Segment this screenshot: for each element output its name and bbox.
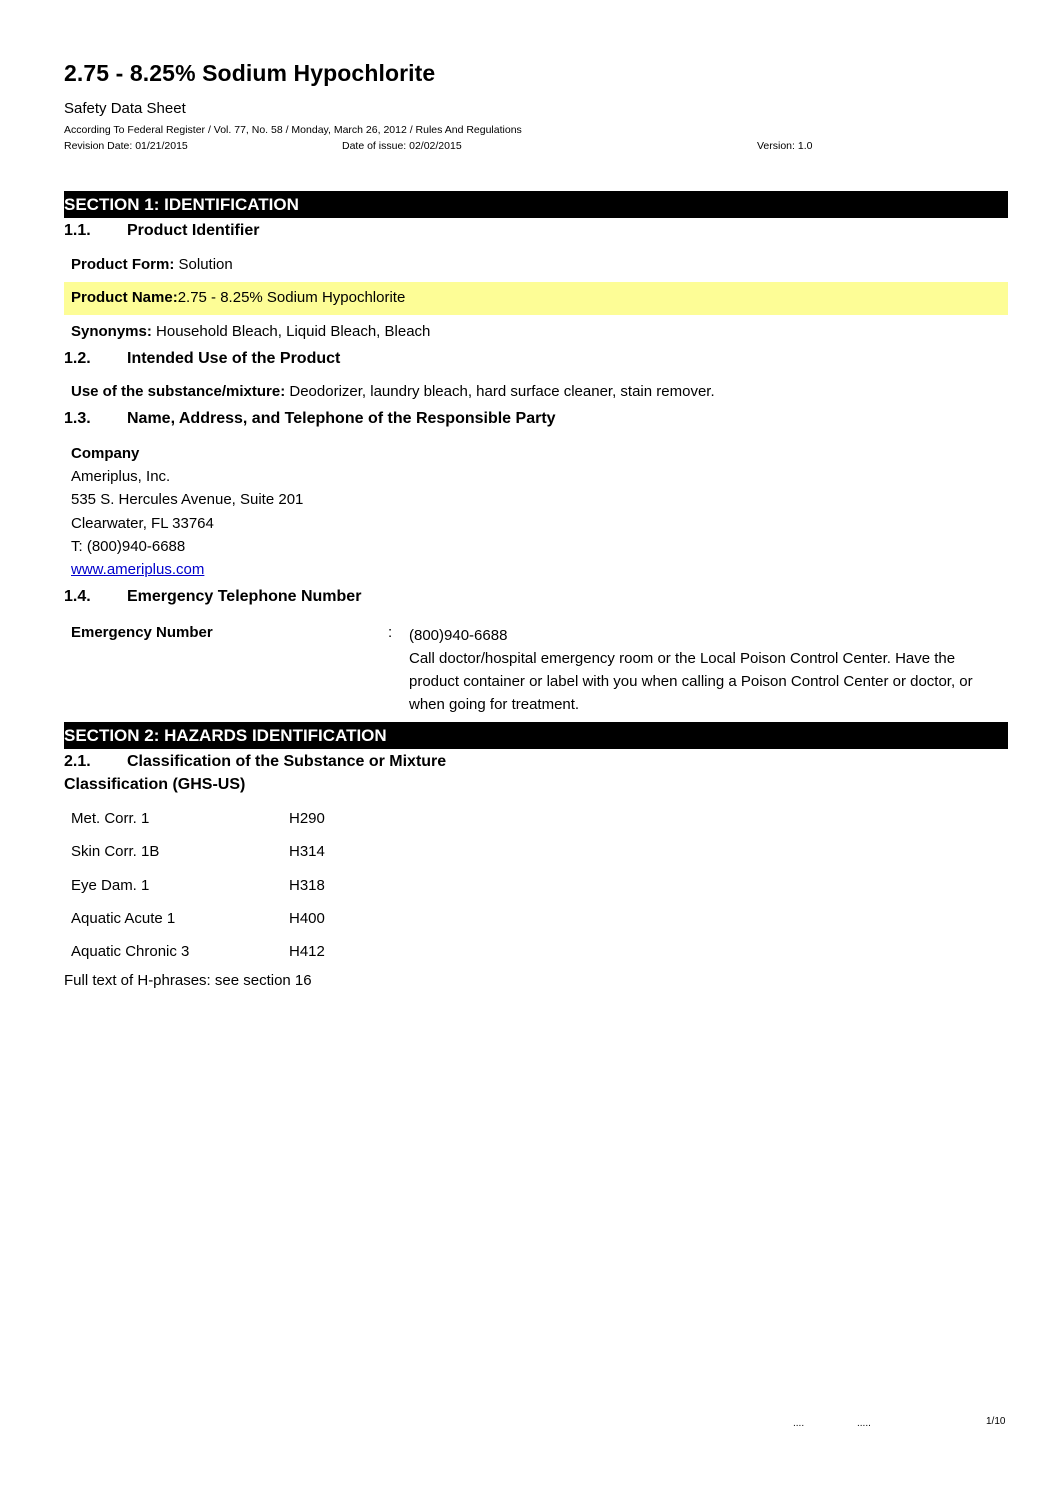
subsection-number: 1.2. (64, 350, 91, 367)
subsection-number: 2.1. (64, 753, 91, 770)
section-1-heading: SECTION 1: IDENTIFICATION (64, 191, 1008, 218)
subsection-title: Emergency Telephone Number (127, 588, 362, 605)
subsection-1-4 (64, 588, 361, 606)
document-title: 2.75 - 8.25% Sodium Hypochlorite (64, 60, 436, 86)
use-of-substance (71, 383, 715, 400)
emergency-details (409, 624, 999, 716)
regulation-reference: According To Federal Register / Vol. 77, No. 58 / Monday, March 26, 2012 / Rules And Regulations (64, 124, 522, 136)
subsection-title: Intended Use of the Product (127, 350, 341, 367)
subsection-number: 1.4. (64, 588, 91, 605)
footer-dots-1: .... (793, 1418, 805, 1429)
full-text-note: Full text of H-phrases: see section 16 (64, 972, 312, 989)
subsection-2-1 (64, 753, 446, 771)
revision-date: Revision Date: 01/21/2015 (64, 140, 188, 152)
use-label: Use of the substance/mixture: (71, 383, 286, 400)
subsection-1-1 (64, 222, 259, 240)
subsection-1-3 (64, 410, 556, 428)
hazard-code: H400 (289, 910, 325, 927)
classification-name: Met. Corr. 1 (71, 810, 150, 827)
use-value: Deodorizer, laundry bleach, hard surface cleaner, stain remover. (285, 383, 715, 400)
product-name-value: 2.75 - 8.25% Sodium Hypochlorite (177, 289, 406, 306)
product-name-label: Product Name: (71, 289, 178, 306)
hazard-code: H412 (289, 943, 325, 960)
subsection-number: 1.3. (64, 410, 91, 427)
company-address-line1: 535 S. Hercules Avenue, Suite 201 (71, 491, 304, 508)
emergency-number-label: Emergency Number (71, 624, 213, 641)
subsection-number: 1.1. (64, 222, 91, 239)
section-2-heading: SECTION 2: HAZARDS IDENTIFICATION (64, 722, 1008, 749)
classification-ghs-title: Classification (GHS-US) (64, 776, 246, 793)
company-phone: T: (800)940-6688 (71, 538, 186, 555)
subsection-title: Classification of the Substance or Mixture (127, 753, 447, 770)
emergency-instructions: Call doctor/hospital emergency room or the Local Poison Control Center. Have the product container or label with you when calling a Poison Control Center or doctor, or when going for treatment. (409, 650, 973, 713)
version: Version: 1.0 (757, 140, 813, 152)
company-name: Ameriplus, Inc. (71, 468, 171, 485)
company-label: Company (71, 445, 140, 462)
subsection-title: Product Identifier (127, 222, 260, 239)
subsection-1-2 (64, 350, 340, 368)
company-website-link[interactable]: www.ameriplus.com (71, 561, 205, 578)
classification-name: Aquatic Chronic 3 (71, 943, 190, 960)
emergency-colon: : (388, 624, 393, 641)
synonyms-label: Synonyms: (71, 323, 152, 340)
product-form-value: Solution (174, 256, 233, 273)
classification-name: Aquatic Acute 1 (71, 910, 176, 927)
synonyms-value: Household Bleach, Liquid Bleach, Bleach (151, 323, 431, 340)
product-name (71, 289, 405, 306)
synonyms (71, 323, 430, 340)
footer-dots-2: ..... (857, 1418, 871, 1429)
company-address-line2: Clearwater, FL 33764 (71, 515, 214, 532)
subsection-title: Name, Address, and Telephone of the Responsible Party (127, 410, 556, 427)
product-form-label: Product Form: (71, 256, 175, 273)
classification-name: Skin Corr. 1B (71, 843, 160, 860)
hazard-code: H290 (289, 810, 325, 827)
product-form (71, 256, 233, 273)
hazard-code: H314 (289, 843, 325, 860)
emergency-number: (800)940-6688 (409, 627, 508, 644)
date-of-issue: Date of issue: 02/02/2015 (342, 140, 462, 152)
hazard-code: H318 (289, 877, 325, 894)
document-subtitle: Safety Data Sheet (64, 100, 186, 117)
page-number: 1/10 (986, 1416, 1006, 1427)
classification-name: Eye Dam. 1 (71, 877, 150, 894)
